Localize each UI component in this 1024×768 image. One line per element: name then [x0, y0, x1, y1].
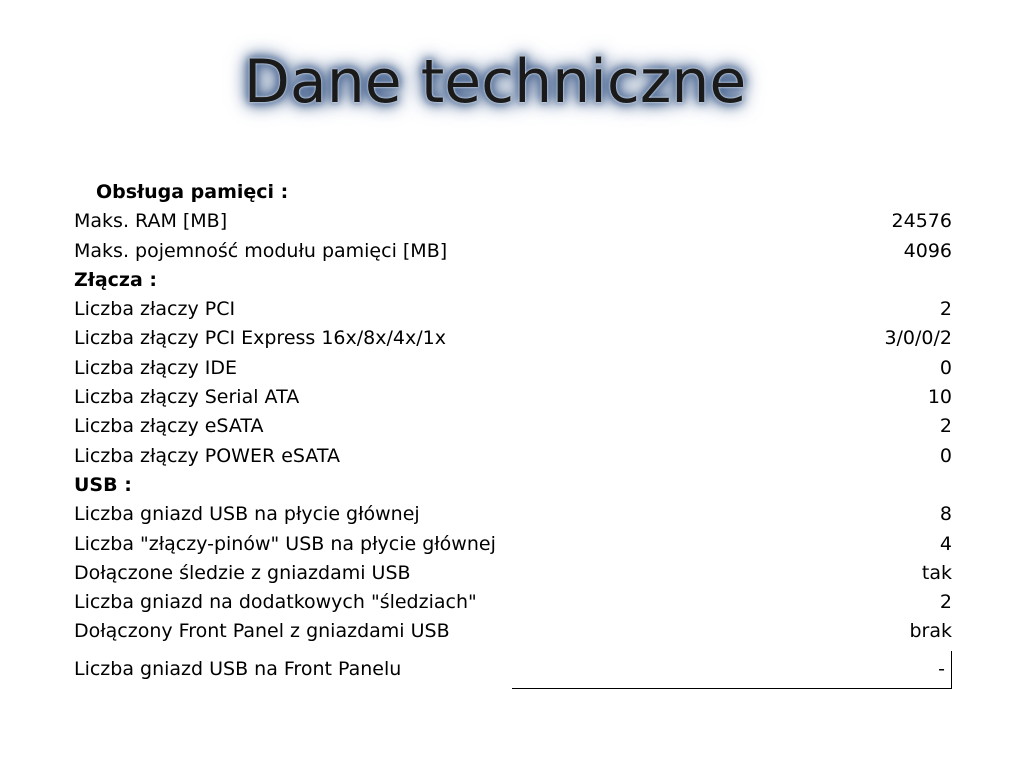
spec-label: Liczba złaczy PCI — [74, 298, 236, 321]
spec-value: 0 — [939, 444, 952, 467]
spec-value: 8 — [939, 503, 952, 526]
spec-value: 2 — [939, 415, 952, 438]
spec-row-usb-brackets — [74, 559, 952, 588]
spec-row-front-panel-ports — [74, 651, 952, 687]
spec-label: Liczba gniazd USB na płycie głównej — [74, 503, 420, 526]
spec-row-front-panel — [74, 617, 952, 646]
section-header-usb — [74, 471, 952, 500]
spec-label: Maks. RAM [MB] — [74, 210, 228, 233]
spec-row-max-ram — [74, 207, 952, 236]
spec-label: Dołączone śledzie z gniazdami USB — [74, 561, 411, 584]
spec-value: 3/0/0/2 — [884, 327, 952, 350]
spec-row-pcie — [74, 324, 952, 353]
section-header-label: Złącza : — [74, 268, 158, 291]
spec-row-power-esata — [74, 442, 952, 471]
spec-row-ide — [74, 354, 952, 383]
spec-value: - — [938, 657, 945, 680]
spec-value: 0 — [939, 356, 952, 379]
spec-label: Liczba złączy eSATA — [74, 415, 264, 438]
spec-value: 4096 — [903, 239, 952, 262]
spec-label: Liczba gniazd USB na Front Panelu — [74, 657, 402, 680]
section-header-label: Obsługa pamięci : — [96, 181, 289, 203]
spec-label: Dołączony Front Panel z gniazdami USB — [74, 620, 450, 643]
spec-row-esata — [74, 412, 952, 441]
spec-value: 2 — [939, 591, 952, 614]
section-header-label: USB : — [74, 473, 132, 496]
spec-value: 10 — [927, 386, 952, 409]
spec-label: Liczba gniazd na dodatkowych "śledziach" — [74, 591, 477, 614]
section-header-memory — [74, 178, 952, 207]
spec-value: tak — [921, 561, 952, 584]
spec-label: Liczba złączy PCI Express 16x/8x/4x/1x — [74, 327, 446, 350]
spec-row-usb-board — [74, 500, 952, 529]
spec-label: Liczba złączy Serial ATA — [74, 386, 300, 409]
spec-label: Liczba złączy POWER eSATA — [74, 444, 340, 467]
spec-table — [74, 178, 952, 687]
spec-row-usb-bracket-ports — [74, 588, 952, 617]
spec-row-usb-pins — [74, 530, 952, 559]
spec-label: Liczba "złączy-pinów" USB na płycie głównej — [74, 532, 496, 555]
spec-value: brak — [909, 620, 952, 643]
section-header-connectors — [74, 266, 952, 295]
spec-value: 4 — [939, 532, 952, 555]
selected-cell[interactable] — [512, 651, 952, 689]
page-title: Dane techniczne — [243, 47, 747, 117]
spec-row-sata — [74, 383, 952, 412]
spec-value: 2 — [939, 298, 952, 321]
spec-label: Maks. pojemność modułu pamięci [MB] — [74, 239, 448, 262]
spec-value: 24576 — [891, 210, 952, 233]
spec-row-pci — [74, 295, 952, 324]
spec-row-max-module — [74, 237, 952, 266]
spec-label: Liczba złączy IDE — [74, 356, 237, 379]
